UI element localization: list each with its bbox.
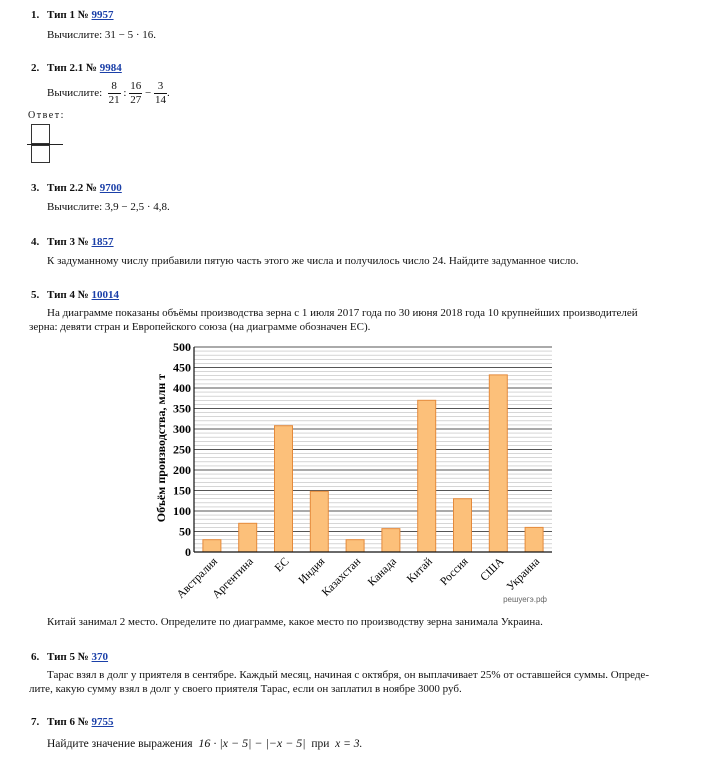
y-tick-label: 100 [173, 504, 191, 518]
y-tick-label: 250 [173, 442, 191, 457]
x-tick-label: Россия [438, 555, 471, 589]
operator-minus: − [144, 87, 152, 100]
task-6-type-label: Тип 5 № [47, 651, 89, 663]
x-tick-label: ЕС [272, 555, 292, 575]
task-7-type-label: Тип 6 № [47, 716, 89, 728]
fraction-1 [108, 80, 121, 107]
answer-numerator-box[interactable] [31, 124, 50, 144]
task-7-expression [47, 736, 362, 751]
task-2-tail: . [166, 87, 170, 100]
bar-5 [346, 540, 364, 552]
task-4-link[interactable]: 1857 [91, 236, 114, 248]
x-tick-label: Китай [404, 555, 435, 586]
task-2-prefix: Вычислите: [47, 87, 103, 100]
task-1-type [47, 9, 114, 21]
task-2-link[interactable]: 9984 [99, 62, 122, 74]
y-tick-label: 200 [173, 463, 191, 477]
bar-10 [525, 527, 543, 552]
task-2-number: 2. [31, 62, 40, 74]
bars [203, 375, 543, 552]
x-tick-label: Украина [504, 555, 543, 594]
task-4-type-label: Тип 3 № [47, 236, 89, 248]
x-tick-label: США [478, 555, 507, 584]
task-5-type-label: Тип 4 № [47, 289, 89, 301]
y-tick-label: 0 [185, 545, 191, 559]
y-tick-label: 50 [179, 524, 191, 539]
task-7-number: 7. [31, 716, 40, 728]
x-tick-label: Индия [296, 555, 328, 587]
watermark: решуегэ.рф [503, 595, 547, 604]
y-tick-labels [173, 340, 191, 559]
task-3-type [47, 182, 122, 194]
fraction-2-num: 16 [130, 80, 142, 92]
x-tick-label: Казахстан [319, 555, 364, 599]
fraction-2-den: 27 [130, 94, 142, 106]
task-1-number: 1. [31, 9, 40, 21]
task-5-question: Китай занимал 2 место. Определите по диаграмме, какое место по производству зерна занимала Украина. [47, 616, 543, 628]
fraction-3 [154, 80, 167, 107]
bar-2 [239, 523, 257, 552]
bar-4 [310, 491, 328, 552]
task-5-text-line-2: зерна: девяти стран и Европейского союза (на диаграмме обозначен ЕС). [29, 321, 371, 333]
fraction-2 [129, 80, 142, 107]
task-5-type [47, 289, 119, 301]
answer-denominator-box[interactable] [31, 145, 50, 163]
task-6-text-line-2: лите, какую сумму взял в долг у своего приятеля Тарас, если он заплатил в ноябре 3000 руб. [29, 683, 462, 695]
task-6-link[interactable]: 370 [91, 651, 109, 663]
bar-9 [489, 375, 507, 552]
bar-1 [203, 540, 221, 552]
answer-label: Ответ: [28, 110, 65, 121]
task-1-text: Вычислите: 31 − 5 · 16. [47, 29, 157, 41]
task-4-number: 4. [31, 236, 40, 248]
fraction-3-num: 3 [154, 80, 167, 94]
task-4-type [47, 236, 114, 248]
task-5-link[interactable]: 10014 [91, 289, 120, 301]
task-3-type-label: Тип 2.2 № [47, 182, 98, 194]
task-2-type [47, 62, 122, 74]
task-7-formula: 16 · |x − 5| − |−x − 5| [198, 736, 306, 750]
bar-8 [454, 499, 472, 552]
task-7-suffix: при [311, 738, 330, 750]
fraction-3-den: 14 [154, 94, 166, 106]
task-3-link[interactable]: 9700 [99, 182, 122, 194]
y-tick-label: 150 [173, 483, 191, 498]
task-6-text-line-1: Тарас взял в долг у приятеля в сентябре. Каждый месяц, начиная с октября, он выплачивает 25% от оставшейся суммы. Опреде- [47, 669, 649, 681]
task-5-number: 5. [31, 289, 40, 301]
y-tick-label: 450 [173, 360, 191, 375]
task-3-number: 3. [31, 182, 40, 194]
x-tick-labels [175, 555, 543, 601]
fraction-1-num: 8 [108, 80, 121, 94]
x-tick-label: Канада [365, 555, 400, 589]
task-3-text: Вычислите: 3,9 − 2,5 · 4,8. [47, 201, 170, 213]
task-7-condition: x = 3. [335, 738, 363, 750]
task-2-expression [47, 80, 170, 107]
task-7-link[interactable]: 9755 [91, 716, 114, 728]
operator-divide: : [123, 87, 127, 100]
y-tick-label: 300 [173, 422, 191, 436]
y-tick-label: 500 [173, 340, 191, 354]
task-4-text: К задуманному числу прибавили пятую часть этого же числа и получилось число 24. Найдите задуманное число. [47, 255, 579, 267]
task-7-type [47, 716, 114, 728]
grain-production-bar-chart [0, 340, 707, 610]
x-tick-label: Аргентина [210, 555, 256, 602]
task-1-type-label: Тип 1 № [47, 9, 89, 21]
task-5-text-line-1: На диаграмме показаны объёмы производства зерна с 1 июля 2017 года по 30 июня 2018 года 10 крупнейших производителей [47, 307, 638, 319]
task-6-number: 6. [31, 651, 40, 663]
bar-6 [382, 529, 400, 552]
task-7-prefix: Найдите значение выражения [47, 738, 193, 750]
task-1-link[interactable]: 9957 [91, 9, 114, 21]
fraction-1-den: 21 [108, 94, 120, 106]
bar-3 [275, 426, 293, 552]
y-tick-label: 350 [173, 401, 191, 416]
y-tick-label: 400 [173, 381, 191, 395]
bar-7 [418, 400, 436, 552]
x-tick-label: Австралия [174, 555, 221, 601]
task-6-type [47, 651, 108, 663]
task-2-type-label: Тип 2.1 № [47, 62, 98, 74]
y-axis-label: Объём производства, млн т [154, 373, 168, 523]
